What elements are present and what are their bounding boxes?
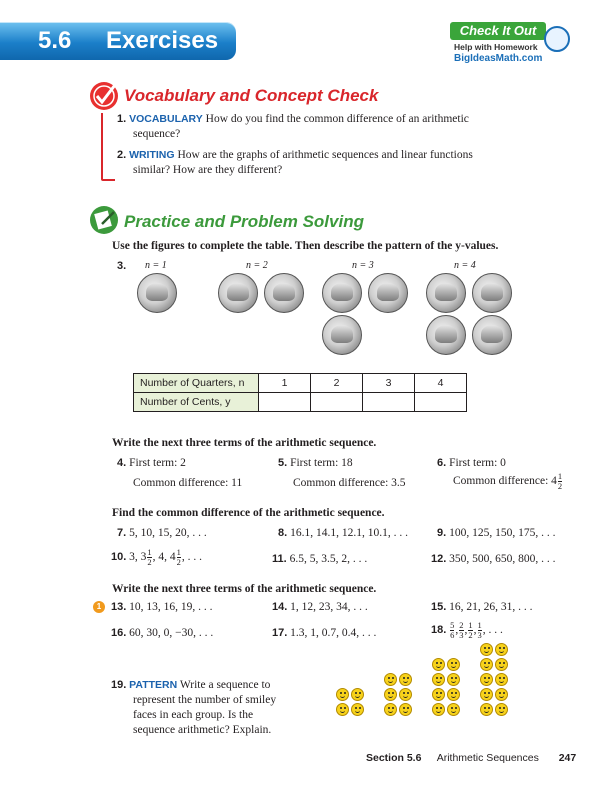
- exercise-text: 1.3, 1, 0.7, 0.4, . . .: [290, 627, 377, 639]
- smiley-face-icon: [384, 688, 397, 701]
- table-cell: 2: [311, 374, 363, 393]
- smiley-face-icon: [480, 643, 493, 656]
- smiley-face-icon: [495, 643, 508, 656]
- exercise-text-c: , . . .: [181, 551, 203, 564]
- smiley-face-icon: [384, 673, 397, 686]
- n-label-1: n = 1: [145, 260, 167, 271]
- exercise-number: 2.: [117, 149, 127, 161]
- n-label-4: n = 4: [454, 260, 476, 271]
- exercise-number: 14.: [272, 601, 288, 613]
- example-badge: 1: [93, 601, 105, 613]
- smiley-face-icon: [480, 658, 493, 671]
- exercise-number: 17.: [272, 627, 288, 639]
- fraction-den: 2: [147, 557, 152, 567]
- exercise-text: 1, 12, 23, 34, . . .: [290, 601, 368, 613]
- smiley-face-icon: [432, 688, 445, 701]
- group3-instruction: Write the next three terms of the arithmetic sequence.: [112, 583, 377, 595]
- exercise-text: 60, 30, 0, −30, . . .: [129, 627, 214, 639]
- fraction-den: 3: [477, 630, 482, 640]
- fraction-den: 6: [450, 630, 455, 640]
- exercise-text: 350, 500, 650, 800, . . .: [449, 553, 556, 565]
- row-header-quarters: Number of Quarters, n: [134, 374, 259, 393]
- keyword: WRITING: [129, 149, 175, 161]
- exercise-text: 100, 125, 150, 175, . . .: [449, 527, 556, 539]
- smiley-face-icon: [495, 658, 508, 671]
- fraction-den: 2: [557, 481, 563, 491]
- exercise-number: 12.: [431, 553, 447, 565]
- table-cell: 3: [363, 374, 415, 393]
- row-header-cents: Number of Cents, y: [134, 393, 259, 412]
- fraction-num: 2: [459, 620, 464, 630]
- exercise-number: 11.: [272, 553, 287, 565]
- exercise-text: Common difference: 4: [453, 475, 557, 488]
- exercise-number: 10.: [111, 551, 127, 564]
- smiley-face-icon: [399, 688, 412, 701]
- smiley-face-icon: [447, 688, 460, 701]
- smiley-face-icon: [495, 703, 508, 716]
- exercise-text: , . . .: [482, 624, 503, 637]
- exercise-number: 8.: [278, 527, 288, 539]
- smiley-face-icon: [447, 658, 460, 671]
- check-it-out-subtitle: Help with Homework: [454, 42, 538, 52]
- exercise-text: First term: 18: [290, 457, 353, 469]
- smiley-face-icon: [480, 673, 493, 686]
- fraction-den: 2: [468, 630, 473, 640]
- exercise-text: 10, 13, 16, 19, . . .: [129, 601, 213, 613]
- n-label-3: n = 3: [352, 260, 374, 271]
- practice-heading: Practice and Problem Solving: [124, 212, 364, 231]
- smiley-face-icon: [432, 673, 445, 686]
- exercise-text: How do you find the common difference of an arithmetic: [205, 113, 469, 125]
- fraction-num: 1: [557, 471, 563, 481]
- keyword: PATTERN: [129, 679, 178, 691]
- exercise-18: 18. $\frac{5}{6}$ , $\frac{2}{3}$ , $\frac{1}{2}$ , $\frac{1}{3}$ , . . .: [431, 620, 503, 640]
- exercise-number: 6.: [437, 457, 447, 469]
- exercise-number: 16.: [111, 627, 127, 639]
- exercise-19-line2: represent the number of smiley: [133, 694, 277, 706]
- exercise-number: 4.: [117, 457, 127, 469]
- group1-instruction: Write the next three terms of the arithmetic sequence.: [112, 437, 377, 449]
- n-label-2: n = 2: [246, 260, 268, 271]
- check-it-out-title: Check It Out: [450, 22, 546, 40]
- smiley-face-icon: [432, 658, 445, 671]
- exercise-19-line4: sequence arithmetic? Explain.: [133, 724, 272, 736]
- exercise-2-cont: similar? How are they different?: [133, 164, 283, 176]
- exercise-number: 5.: [278, 457, 288, 469]
- group2-instruction: Find the common difference of the arithmetic sequence.: [112, 507, 385, 519]
- exercise-text: 16, 21, 26, 31, . . .: [449, 601, 533, 613]
- exercise-text: 6.5, 5, 3.5, 2, . . .: [289, 553, 368, 565]
- table-cell: 4: [415, 374, 467, 393]
- footer-section: Section 5.6: [366, 752, 422, 764]
- exercise-number: 1.: [117, 113, 127, 125]
- exercise-4-line2: Common difference: 11: [133, 477, 243, 489]
- smiley-face-icon: [480, 688, 493, 701]
- exercise-text: Write a sequence to: [179, 679, 271, 691]
- footer: [366, 752, 576, 764]
- exercise-text-b: , 4, 4: [152, 551, 176, 564]
- exercise-number: 18.: [431, 624, 447, 637]
- keyword: VOCABULARY: [129, 113, 203, 125]
- smiley-face-icon: [432, 703, 445, 716]
- exercise-19-line3: faces in each group. Is the: [133, 709, 254, 721]
- exercise-number: 19.: [111, 679, 127, 691]
- smiley-face-icon: [336, 703, 349, 716]
- exercise-number: 9.: [437, 527, 447, 539]
- section-title: Exercises: [106, 27, 219, 54]
- smiley-face-icon: [351, 703, 364, 716]
- exercise-3-number: 3.: [117, 260, 127, 272]
- exercise-text-a: 3, 3: [129, 551, 147, 564]
- exercise-number: 7.: [117, 527, 127, 539]
- exercise-1-cont: sequence?: [133, 128, 181, 140]
- section-number: 5.6: [38, 27, 72, 54]
- smiley-face-icon: [336, 688, 349, 701]
- exercise-text: First term: 2: [129, 457, 186, 469]
- exercise-text: 5, 10, 15, 20, . . .: [129, 527, 207, 539]
- practice-instruction: Use the figures to complete the table. Then describe the pattern of the y-values.: [112, 240, 499, 252]
- smiley-face-icon: [399, 703, 412, 716]
- fraction-den: 2: [176, 557, 181, 567]
- exercise-text: First term: 0: [449, 457, 506, 469]
- smiley-face-icon: [384, 703, 397, 716]
- exercise-number: 15.: [431, 601, 447, 613]
- fraction-num: 1: [468, 620, 473, 630]
- exercise-text: How are the graphs of arithmetic sequences and linear functions: [177, 149, 473, 161]
- smiley-face-icon: [480, 703, 493, 716]
- smiley-face-icon: [495, 688, 508, 701]
- fraction-num: 5: [450, 620, 455, 630]
- smiley-face-icon: [495, 673, 508, 686]
- smiley-face-icon: [351, 688, 364, 701]
- exercise-text: 16.1, 14.1, 12.1, 10.1, . . .: [290, 527, 408, 539]
- check-it-out-url[interactable]: BigIdeasMath.com: [454, 53, 543, 64]
- fraction-num: 1: [477, 620, 482, 630]
- exercise-number: 13.: [111, 601, 127, 613]
- vocab-heading: Vocabulary and Concept Check: [124, 86, 379, 105]
- smiley-face-icon: [447, 673, 460, 686]
- fraction-den: 3: [459, 630, 464, 640]
- fraction-num: 1: [176, 547, 181, 557]
- exercise-5-line2: Common difference: 3.5: [293, 477, 406, 489]
- smiley-face-icon: [447, 703, 460, 716]
- fraction-num: 1: [147, 547, 152, 557]
- footer-title: Arithmetic Sequences: [436, 752, 539, 764]
- table-cell: 1: [259, 374, 311, 393]
- smiley-face-icon: [399, 673, 412, 686]
- page-number: 247: [558, 752, 577, 764]
